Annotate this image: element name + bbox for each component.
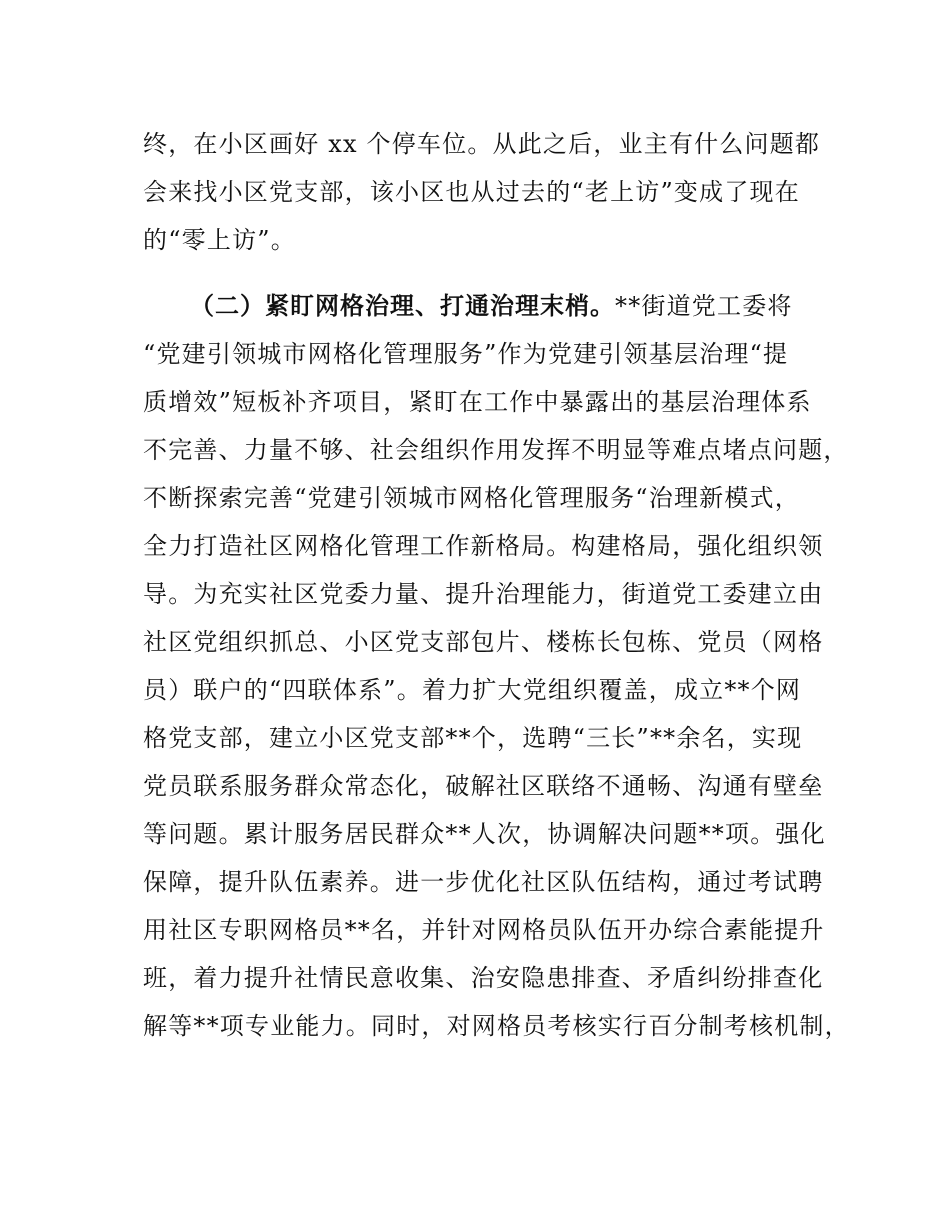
paragraph-line-15: 保障，提升队伍素养。进一步优化社区队伍结构，通过考试聘	[143, 868, 824, 896]
paragraph-line-2: 会来找小区党支部，该小区也从过去的“老上访”变成了现在	[143, 178, 800, 206]
paragraph-line-1: 终，在小区画好 xx 个停车位。从此之后，业主有什么问题都	[143, 130, 821, 158]
paragraph-line-13: 党员联系服务群众常态化，破解社区联络不通畅、沟通有壁垒	[143, 772, 824, 800]
paragraph-line-3: 的“零上访”。	[143, 226, 296, 254]
paragraph-line-7: 不断探索完善“党建引领城市网格化管理服务“治理新模式，	[143, 484, 800, 512]
paragraph-line-4: “党建引领城市网格化管理服务”作为党建引领基层治理“提	[143, 340, 789, 368]
paragraph-line-12: 格党支部，建立小区党支部**个，选聘“三长”**余名，实现	[143, 724, 803, 752]
paragraph-line-16: 用社区专职网格员**名，并针对网格员队伍开办综合素能提升	[143, 916, 825, 944]
paragraph-line-17: 班，着力提升社情民意收集、治安隐患排查、矛盾纠纷排查化	[143, 964, 824, 992]
section-heading-continuation: **街道党工委将	[615, 292, 793, 320]
paragraph-line-11: 员）联户的“四联体系”。着力扩大党组织覆盖，成立**个网	[143, 676, 802, 704]
paragraph-line-18: 解等**项专业能力。同时，对网格员考核实行百分制考核机制，	[143, 1012, 850, 1040]
paragraph-line-14: 等问题。累计服务居民群众**人次，协调解决问题**项。强化	[143, 820, 826, 848]
paragraph-line-10: 社区党组织抓总、小区党支部包片、楼栋长包栋、党员（网格	[143, 628, 824, 656]
section-heading: （二）紧盯网格治理、打通治理末梢。	[190, 292, 615, 320]
paragraph-line-9: 导。为充实社区党委力量、提升治理能力，街道党工委建立由	[143, 580, 824, 608]
section-heading-line	[190, 290, 793, 322]
paragraph-line-5: 质增效”短板补齐项目，紧盯在工作中暴露出的基层治理体系	[143, 388, 812, 416]
paragraph-line-8: 全力打造社区网格化管理工作新格局。构建格局，强化组织领	[143, 532, 824, 560]
paragraph-line-6: 不完善、力量不够、社会组织作用发挥不明显等难点堵点问题，	[143, 436, 849, 464]
